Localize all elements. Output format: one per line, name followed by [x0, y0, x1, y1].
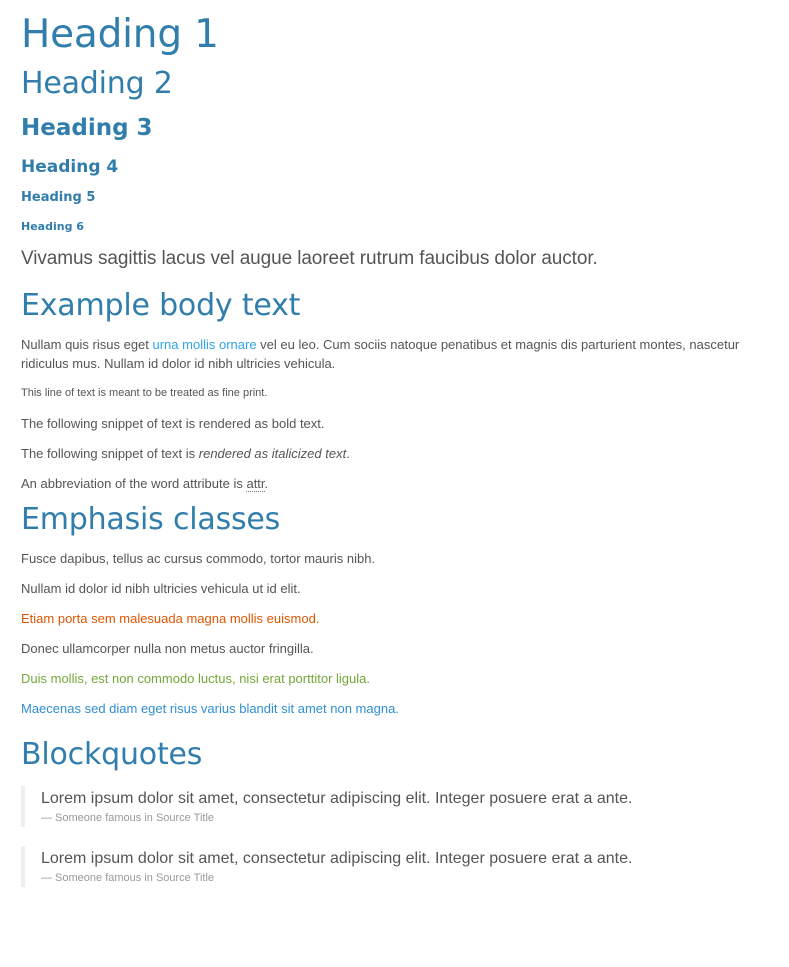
abbr-suffix: .: [264, 476, 269, 492]
text-warning: Etiam porta sem malesuada magna mollis euismod.: [21, 611, 320, 627]
heading-1: Heading 1: [21, 12, 219, 57]
body-paragraph-start: Nullam quis risus eget: [21, 337, 153, 353]
italic-text: rendered as italicized text: [198, 446, 347, 462]
fine-print: This line of text is meant to be treated as fine print.: [21, 387, 268, 400]
abbreviation-attr[interactable]: attr: [246, 476, 265, 492]
heading-2: Heading 2: [21, 65, 173, 101]
body-link[interactable]: urna mollis ornare: [152, 337, 257, 353]
emphasis-title: Emphasis classes: [21, 502, 281, 538]
italic-text-line: [21, 444, 768, 463]
italic-suffix: .: [346, 446, 350, 462]
heading-3: Heading 3: [21, 114, 153, 141]
heading-6: Heading 6: [21, 220, 84, 234]
text-info: Maecenas sed diam eget risus varius blandit sit amet non magna.: [21, 701, 399, 717]
body-paragraph-end: vel eu leo. Cum sociis natoque penatibus et magnis dis parturient montes, nascetur ridiculus mus. Nullam id dolor id nibh ultricies vehicula.: [21, 337, 740, 372]
blockquote-2-footer: — Someone famous in Source Title: [41, 872, 215, 885]
body-paragraph: [21, 335, 768, 373]
text-success: Duis mollis, est non commodo luctus, nisi erat porttitor ligula.: [21, 671, 370, 687]
bold-text-line: The following snippet of text is rendered as bold text.: [21, 416, 325, 432]
body-text-title: Example body text: [21, 288, 301, 324]
italic-prefix: The following snippet of text is: [21, 446, 199, 462]
blockquote-2: [21, 846, 768, 887]
lead-paragraph: Vivamus sagittis lacus vel augue laoreet rutrum faucibus dolor auctor.: [21, 248, 598, 270]
abbreviation-line: [21, 474, 768, 493]
blockquote-1-text: Lorem ipsum dolor sit amet, consectetur adipiscing elit. Integer posuere erat a ante.: [41, 790, 633, 808]
text-muted: Fusce dapibus, tellus ac cursus commodo, tortor mauris nibh.: [21, 551, 376, 567]
blockquotes-title: Blockquotes: [21, 737, 203, 773]
text-danger: Donec ullamcorper nulla non metus auctor fringilla.: [21, 641, 314, 657]
blockquote-2-text: Lorem ipsum dolor sit amet, consectetur adipiscing elit. Integer posuere erat a ante.: [41, 850, 633, 868]
heading-4: Heading 4: [21, 157, 119, 178]
blockquote-1: [21, 786, 768, 827]
text-primary: Nullam id dolor id nibh ultricies vehicula ut id elit.: [21, 581, 301, 597]
heading-5: Heading 5: [21, 189, 96, 205]
blockquote-1-footer: — Someone famous in Source Title: [41, 812, 215, 825]
abbr-prefix: An abbreviation of the word attribute is: [21, 476, 247, 492]
